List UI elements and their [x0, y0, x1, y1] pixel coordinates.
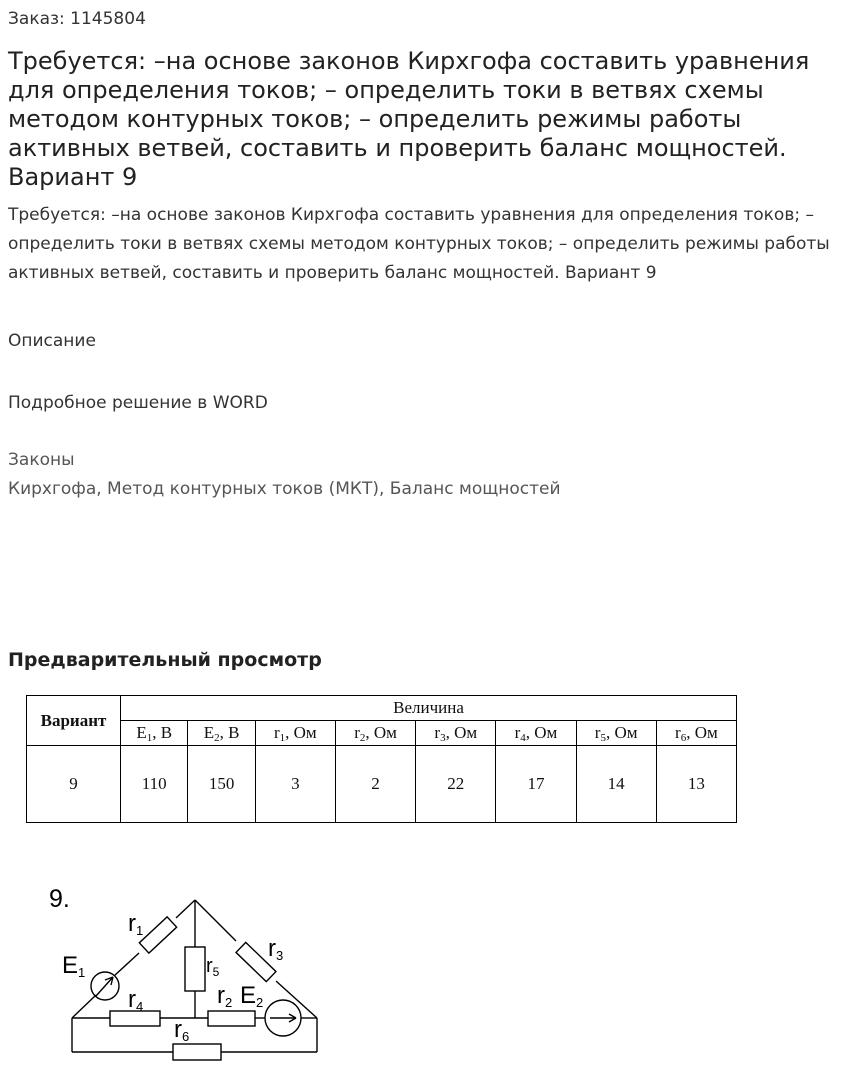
column-header-row [27, 721, 737, 746]
variant-header: Вариант [27, 696, 121, 746]
column-header-symbol: r [594, 722, 601, 742]
column-header-index: 6 [680, 731, 687, 744]
description-heading: Описание [8, 331, 96, 351]
column-header [121, 721, 188, 746]
description-text: Подробное решение в WORD [8, 393, 268, 413]
column-header-unit: , Ом [686, 722, 718, 742]
order-number: Заказ: 1145804 [8, 9, 146, 29]
column-header-symbol: r [273, 722, 280, 742]
value-cell: 13 [656, 746, 736, 823]
column-header-index: 1 [279, 731, 286, 744]
r2-label: r2 [217, 982, 233, 1010]
column-header-unit: , В [219, 722, 240, 742]
r6-resistor [173, 1044, 221, 1060]
value-cell: 150 [188, 746, 255, 823]
r3-label: r3 [268, 935, 284, 963]
column-header-symbol: r [675, 722, 681, 742]
column-header [656, 721, 736, 746]
column-header [335, 721, 415, 746]
r5-resistor [185, 947, 205, 991]
column-header-symbol: E [203, 722, 215, 742]
variant-cell: 9 [27, 746, 121, 823]
page-title: Требуется: –на основе законов Кирхгофа составить уравнения для определения токов; – определить токи в ветвях схемы методом контурных токов; – определить режимы работы активных ветвей, составить и проверить баланс мощностей. Вариант 9 [8, 47, 810, 191]
value-cell: 14 [576, 746, 656, 823]
column-header-unit: , В [152, 722, 173, 742]
value-cell: 17 [496, 746, 576, 823]
column-header-index: 1 [146, 731, 153, 744]
column-header-symbol: r [514, 722, 521, 742]
r1-label: r1 [128, 910, 144, 938]
column-header-index: 4 [520, 731, 526, 744]
laws-text: Кирхгофа, Метод контурных токов (МКТ), Баланс мощностей [8, 479, 561, 499]
value-cell: 3 [255, 746, 335, 823]
r5-label: $r_5$ [206, 955, 220, 979]
circuit-number: 9. [49, 885, 70, 913]
column-header-index: 2 [359, 731, 366, 744]
circuit-diagram [40, 875, 340, 1065]
laws-heading: Законы [8, 450, 75, 470]
value-cell: 110 [121, 746, 188, 823]
value-cell: 22 [416, 746, 496, 823]
r2-resistor [208, 1011, 255, 1026]
column-header [576, 721, 656, 746]
column-header-symbol: r [354, 722, 360, 742]
column-header [188, 721, 255, 746]
column-header [416, 721, 496, 746]
column-header [496, 721, 576, 746]
column-header-unit: , Ом [285, 722, 317, 742]
column-header-unit: , Ом [365, 722, 397, 742]
column-header-index: 5 [600, 731, 606, 744]
column-header-index: 3 [440, 731, 446, 744]
column-header-unit: , Ом [525, 722, 558, 742]
column-header-index: 2 [214, 731, 220, 744]
table-row [27, 746, 737, 823]
E1-label: E1 [62, 952, 86, 980]
preview-heading: Предварительный просмотр [8, 649, 322, 671]
value-cell: 2 [335, 746, 415, 823]
column-header-symbol: E [136, 722, 147, 742]
r6-label: r6 [174, 1016, 190, 1044]
parameters-table [26, 695, 737, 823]
r4-resistor [110, 1011, 160, 1026]
lead-text: Требуется: –на основе законов Кирхгофа составить уравнения для определения токов; – определить токи в ветвях схемы методом контурных токов; – определить режимы работы активных ветвей, составить и проверить баланс мощностей. Вариант 9 [8, 205, 830, 283]
column-header-unit: , Ом [445, 722, 478, 742]
column-header-unit: , Ом [605, 722, 638, 742]
r1-resistor [139, 917, 176, 953]
r4-label: r4 [128, 986, 144, 1014]
column-header-symbol: r [434, 722, 441, 742]
group-header: Величина [121, 696, 737, 721]
E2-label: E2 [240, 982, 264, 1010]
column-header [255, 721, 335, 746]
